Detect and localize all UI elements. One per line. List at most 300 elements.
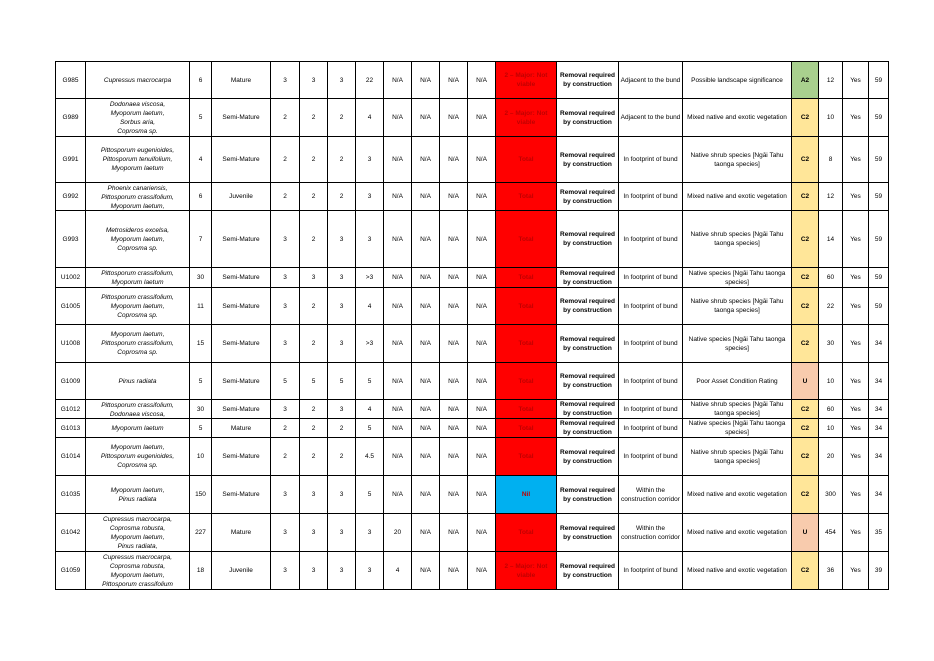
table-row: [56, 400, 889, 419]
tree-id-cell: G985: [56, 62, 86, 99]
impact-cell: Total: [496, 211, 557, 268]
sheet-ref-cell: 34: [869, 419, 889, 438]
count-cell: 30: [190, 268, 212, 288]
na-cell-2: N/A: [412, 62, 440, 99]
rating-3-cell: 3: [328, 476, 356, 514]
reason-cell: Removal required by construction: [557, 438, 619, 476]
condition-rating-cell: C2: [792, 268, 819, 288]
na-cell-4: N/A: [468, 325, 496, 363]
age-class-cell: Mature: [212, 419, 271, 438]
na-cell-3: N/A: [440, 268, 468, 288]
dbh-cell: N/A: [384, 268, 412, 288]
tree-id-cell: G1042: [56, 514, 86, 552]
na-cell-4: N/A: [468, 476, 496, 514]
species-name: Cupressus macrocarpa: [103, 76, 172, 84]
condition-rating-cell: C2: [792, 288, 819, 325]
na-cell-4: N/A: [468, 514, 496, 552]
na-cell-3: N/A: [440, 438, 468, 476]
condition-rating-cell: C2: [792, 476, 819, 514]
value-cell: 12: [819, 183, 843, 211]
count-cell: 150: [190, 476, 212, 514]
species-name: Dodonaea viscosa,: [109, 410, 166, 418]
rating-2-cell: 2: [300, 183, 328, 211]
count-cell: 30: [190, 400, 212, 419]
age-class-cell: Juvenile: [212, 183, 271, 211]
reason-cell: Removal required by construction: [557, 183, 619, 211]
na-cell-4: N/A: [468, 400, 496, 419]
species-name: Phoenix canariensis,: [107, 184, 168, 192]
sheet-ref-cell: 59: [869, 137, 889, 183]
dbh-cell: N/A: [384, 476, 412, 514]
tree-id-cell: G1035: [56, 476, 86, 514]
height-cell: 3: [356, 137, 384, 183]
table-row: [56, 183, 889, 211]
condition-rating-cell: C2: [792, 552, 819, 590]
impact-cell: Total: [496, 419, 557, 438]
value-cell: 10: [819, 419, 843, 438]
sheet-ref-cell: 34: [869, 325, 889, 363]
dbh-cell: N/A: [384, 62, 412, 99]
species-name: Myoporum laetum,: [110, 571, 165, 579]
location-cell: In footprint of bund: [619, 438, 683, 476]
species-name: Pittosporum crassifolium,: [101, 193, 174, 201]
species-name: Pinus radiata,: [117, 542, 158, 550]
count-cell: 5: [190, 363, 212, 400]
na-cell-4: N/A: [468, 552, 496, 590]
sheet-ref-cell: 59: [869, 211, 889, 268]
na-cell-2: N/A: [412, 99, 440, 137]
tree-id-cell: G989: [56, 99, 86, 137]
species-name: Dodonaea viscosa,: [109, 100, 166, 108]
na-cell-3: N/A: [440, 552, 468, 590]
value-cell: 300: [819, 476, 843, 514]
rating-2-cell: 2: [300, 288, 328, 325]
rating-1-cell: 3: [271, 288, 300, 325]
significance-cell: Poor Asset Condition Rating: [683, 363, 792, 400]
species-cell: [86, 325, 190, 363]
na-cell-4: N/A: [468, 183, 496, 211]
value-cell: 454: [819, 514, 843, 552]
species-name: Cupressus macrocarpa,: [103, 515, 172, 523]
dbh-cell: N/A: [384, 211, 412, 268]
rating-3-cell: 2: [328, 99, 356, 137]
reason-cell: Removal required by construction: [557, 400, 619, 419]
species-name: Myoporum laetum: [111, 424, 164, 432]
na-cell-2: N/A: [412, 211, 440, 268]
rating-2-cell: 3: [300, 514, 328, 552]
retain-flag-cell: Yes: [843, 183, 869, 211]
height-cell: 3: [356, 552, 384, 590]
rating-2-cell: 2: [300, 137, 328, 183]
location-cell: In footprint of bund: [619, 400, 683, 419]
rating-1-cell: 3: [271, 325, 300, 363]
na-cell-3: N/A: [440, 419, 468, 438]
table-body: [56, 62, 889, 590]
impact-cell: Total: [496, 183, 557, 211]
dbh-cell: N/A: [384, 99, 412, 137]
sheet-ref-cell: 34: [869, 363, 889, 400]
species-name: Sorbus aria,: [119, 118, 156, 126]
condition-rating-cell: U: [792, 363, 819, 400]
species-name: Pittosporum eugenioides,: [100, 453, 175, 460]
na-cell-2: N/A: [412, 137, 440, 183]
value-cell: 10: [819, 99, 843, 137]
species-cell: [86, 62, 190, 99]
value-cell: 30: [819, 325, 843, 363]
tree-id-cell: G991: [56, 137, 86, 183]
retain-flag-cell: Yes: [843, 552, 869, 590]
sheet-ref-cell: 59: [869, 183, 889, 211]
rating-2-cell: 3: [300, 476, 328, 514]
table-row: [56, 137, 889, 183]
height-cell: 5: [356, 476, 384, 514]
value-cell: 36: [819, 552, 843, 590]
species-name: Pittosporum crassifolium,: [101, 269, 174, 277]
na-cell-4: N/A: [468, 62, 496, 99]
location-cell: In footprint of bund: [619, 211, 683, 268]
reason-cell: Removal required by construction: [557, 99, 619, 137]
rating-3-cell: 3: [328, 62, 356, 99]
na-cell-2: N/A: [412, 400, 440, 419]
na-cell-3: N/A: [440, 62, 468, 99]
rating-1-cell: 3: [271, 476, 300, 514]
significance-cell: Mixed native and exotic vegetation: [683, 552, 792, 590]
rating-1-cell: 3: [271, 268, 300, 288]
reason-cell: Removal required by construction: [557, 363, 619, 400]
na-cell-2: N/A: [412, 476, 440, 514]
rating-2-cell: 2: [300, 211, 328, 268]
significance-cell: Mixed native and exotic vegetation: [683, 514, 792, 552]
sheet-ref-cell: 59: [869, 288, 889, 325]
na-cell-4: N/A: [468, 288, 496, 325]
species-cell: [86, 288, 190, 325]
rating-1-cell: 5: [271, 363, 300, 400]
height-cell: 5: [356, 419, 384, 438]
na-cell-4: N/A: [468, 211, 496, 268]
height-cell: >3: [356, 268, 384, 288]
species-name: Coprosma sp.: [117, 349, 158, 356]
age-class-cell: Semi-Mature: [212, 476, 271, 514]
height-cell: 5: [356, 363, 384, 400]
rating-1-cell: 2: [271, 99, 300, 137]
sheet-ref-cell: 34: [869, 438, 889, 476]
height-cell: 4: [356, 99, 384, 137]
dbh-cell: N/A: [384, 288, 412, 325]
tree-id-cell: G1014: [56, 438, 86, 476]
dbh-cell: N/A: [384, 183, 412, 211]
value-cell: 20: [819, 438, 843, 476]
na-cell-4: N/A: [468, 137, 496, 183]
na-cell-2: N/A: [412, 183, 440, 211]
dbh-cell: 20: [384, 514, 412, 552]
impact-cell: Total: [496, 268, 557, 288]
significance-cell: Native shrub species [Ngāi Tahu taonga species]: [683, 438, 792, 476]
table-row: [56, 363, 889, 400]
age-class-cell: Semi-Mature: [212, 363, 271, 400]
rating-1-cell: 2: [271, 137, 300, 183]
rating-3-cell: 3: [328, 211, 356, 268]
na-cell-2: N/A: [412, 552, 440, 590]
count-cell: 15: [190, 325, 212, 363]
sheet-ref-cell: 39: [869, 552, 889, 590]
species-name: Myoporum laetum,: [110, 235, 165, 243]
height-cell: 22: [356, 62, 384, 99]
na-cell-3: N/A: [440, 288, 468, 325]
table-row: [56, 62, 889, 99]
condition-rating-cell: C2: [792, 419, 819, 438]
significance-cell: Mixed native and exotic vegetation: [683, 99, 792, 137]
height-cell: 4: [356, 288, 384, 325]
impact-cell: Total: [496, 288, 557, 325]
sheet-ref-cell: 35: [869, 514, 889, 552]
height-cell: 4.5: [356, 438, 384, 476]
impact-cell: Total: [496, 325, 557, 363]
rating-2-cell: 2: [300, 419, 328, 438]
age-class-cell: Semi-Mature: [212, 211, 271, 268]
height-cell: 3: [356, 211, 384, 268]
rating-1-cell: 2: [271, 419, 300, 438]
species-cell: [86, 400, 190, 419]
species-name: Myoporum laetum,: [110, 302, 165, 310]
age-class-cell: Semi-Mature: [212, 400, 271, 419]
reason-cell: Removal required by construction: [557, 62, 619, 99]
impact-cell: Total: [496, 514, 557, 552]
dbh-cell: N/A: [384, 363, 412, 400]
species-cell: [86, 99, 190, 137]
significance-cell: Native shrub species [Ngāi Tahu taonga species]: [683, 137, 792, 183]
condition-rating-cell: A2: [792, 62, 819, 99]
location-cell: In footprint of bund: [619, 325, 683, 363]
rating-3-cell: 2: [328, 183, 356, 211]
species-name: Pinus radiata: [118, 495, 157, 503]
condition-rating-cell: C2: [792, 325, 819, 363]
na-cell-3: N/A: [440, 514, 468, 552]
species-name: Myoporum laetum,: [110, 444, 165, 451]
significance-cell: Native shrub species [Ngāi Tahu taonga species]: [683, 211, 792, 268]
rating-2-cell: 2: [300, 325, 328, 363]
na-cell-3: N/A: [440, 211, 468, 268]
species-name: Coprosma sp.: [117, 127, 158, 135]
species-name: Coprosma sp.: [117, 311, 158, 319]
value-cell: 60: [819, 268, 843, 288]
count-cell: 18: [190, 552, 212, 590]
location-cell: In footprint of bund: [619, 552, 683, 590]
significance-cell: Native shrub species [Ngāi Tahu taonga species]: [683, 400, 792, 419]
species-name: Myoporum laetum,: [110, 486, 165, 494]
tree-id-cell: G993: [56, 211, 86, 268]
sheet-ref-cell: 34: [869, 476, 889, 514]
condition-rating-cell: C2: [792, 99, 819, 137]
impact-cell: Total: [496, 137, 557, 183]
table-row: [56, 514, 889, 552]
reason-cell: Removal required by construction: [557, 325, 619, 363]
table-row: [56, 438, 889, 476]
value-cell: 22: [819, 288, 843, 325]
retain-flag-cell: Yes: [843, 400, 869, 419]
species-name: Pittosporum crassifolium,: [101, 401, 174, 409]
impact-cell: Nil: [496, 476, 557, 514]
retain-flag-cell: Yes: [843, 514, 869, 552]
species-name: Coprosma robusta,: [109, 562, 166, 570]
species-name: Pittosporum crassifolium,: [101, 293, 174, 301]
reason-cell: Removal required by construction: [557, 211, 619, 268]
tree-assessment-table: [55, 61, 889, 590]
location-cell: Adjacent to the bund: [619, 62, 683, 99]
retain-flag-cell: Yes: [843, 419, 869, 438]
rating-1-cell: 2: [271, 438, 300, 476]
rating-3-cell: 2: [328, 137, 356, 183]
age-class-cell: Mature: [212, 514, 271, 552]
species-name: Myoporum laetum,: [110, 331, 165, 338]
reason-cell: Removal required by construction: [557, 137, 619, 183]
rating-1-cell: 3: [271, 400, 300, 419]
species-name: Myoporum laetum,: [110, 533, 165, 541]
tree-id-cell: U1008: [56, 325, 86, 363]
species-cell: [86, 137, 190, 183]
count-cell: 6: [190, 183, 212, 211]
impact-cell: 2 – Major: Not viable: [496, 552, 557, 590]
sheet-ref-cell: 59: [869, 268, 889, 288]
na-cell-3: N/A: [440, 400, 468, 419]
tree-id-cell: U1002: [56, 268, 86, 288]
species-cell: [86, 363, 190, 400]
table-row: [56, 325, 889, 363]
location-cell: Within the construction corridor: [619, 476, 683, 514]
age-class-cell: Mature: [212, 62, 271, 99]
significance-cell: Native species [Ngāi Tahu taonga species]: [683, 268, 792, 288]
count-cell: 7: [190, 211, 212, 268]
location-cell: In footprint of bund: [619, 419, 683, 438]
retain-flag-cell: Yes: [843, 288, 869, 325]
rating-2-cell: 5: [300, 363, 328, 400]
height-cell: 3: [356, 183, 384, 211]
rating-3-cell: 2: [328, 419, 356, 438]
tree-id-cell: G1005: [56, 288, 86, 325]
condition-rating-cell: C2: [792, 137, 819, 183]
condition-rating-cell: C2: [792, 438, 819, 476]
rating-3-cell: 3: [328, 514, 356, 552]
rating-3-cell: 3: [328, 268, 356, 288]
na-cell-3: N/A: [440, 99, 468, 137]
na-cell-4: N/A: [468, 363, 496, 400]
table-row: [56, 419, 889, 438]
count-cell: 6: [190, 62, 212, 99]
condition-rating-cell: U: [792, 514, 819, 552]
impact-cell: Total: [496, 438, 557, 476]
species-name: Pinus radiata: [118, 377, 157, 385]
location-cell: In footprint of bund: [619, 137, 683, 183]
na-cell-3: N/A: [440, 476, 468, 514]
significance-cell: Native species [Ngāi Tahu taonga species]: [683, 325, 792, 363]
species-name: Myoporum laetum,: [110, 109, 165, 117]
retain-flag-cell: Yes: [843, 363, 869, 400]
rating-3-cell: 3: [328, 288, 356, 325]
dbh-cell: N/A: [384, 325, 412, 363]
species-name: Pittosporum crassifolium: [102, 580, 173, 588]
species-name: Myoporum laetum: [111, 278, 164, 286]
retain-flag-cell: Yes: [843, 325, 869, 363]
rating-3-cell: 3: [328, 325, 356, 363]
na-cell-2: N/A: [412, 363, 440, 400]
na-cell-3: N/A: [440, 363, 468, 400]
impact-cell: Total: [496, 363, 557, 400]
na-cell-4: N/A: [468, 268, 496, 288]
na-cell-3: N/A: [440, 325, 468, 363]
species-cell: [86, 268, 190, 288]
height-cell: 4: [356, 400, 384, 419]
sheet-ref-cell: 59: [869, 62, 889, 99]
significance-cell: Native species [Ngāi Tahu taonga species]: [683, 419, 792, 438]
species-cell: [86, 183, 190, 211]
rating-2-cell: 3: [300, 552, 328, 590]
location-cell: In footprint of bund: [619, 288, 683, 325]
species-name: Pittosporum crassifolium,: [101, 340, 174, 347]
retain-flag-cell: Yes: [843, 137, 869, 183]
location-cell: Adjacent to the bund: [619, 99, 683, 137]
na-cell-4: N/A: [468, 99, 496, 137]
na-cell-3: N/A: [440, 183, 468, 211]
rating-1-cell: 3: [271, 211, 300, 268]
location-cell: Within the construction corridor: [619, 514, 683, 552]
condition-rating-cell: C2: [792, 183, 819, 211]
reason-cell: Removal required by construction: [557, 268, 619, 288]
sheet-ref-cell: 59: [869, 99, 889, 137]
table-row: [56, 552, 889, 590]
retain-flag-cell: Yes: [843, 476, 869, 514]
dbh-cell: N/A: [384, 400, 412, 419]
tree-id-cell: G1012: [56, 400, 86, 419]
count-cell: 5: [190, 99, 212, 137]
rating-2-cell: 2: [300, 438, 328, 476]
count-cell: 4: [190, 137, 212, 183]
impact-cell: Total: [496, 400, 557, 419]
age-class-cell: Semi-Mature: [212, 137, 271, 183]
species-name: Pittosporum tenuifolium,: [102, 156, 173, 163]
value-cell: 14: [819, 211, 843, 268]
age-class-cell: Semi-Mature: [212, 325, 271, 363]
reason-cell: Removal required by construction: [557, 288, 619, 325]
species-name: Pittosporum eugenioides,: [100, 147, 175, 154]
rating-2-cell: 2: [300, 99, 328, 137]
reason-cell: Removal required by construction: [557, 476, 619, 514]
value-cell: 60: [819, 400, 843, 419]
age-class-cell: Juvenile: [212, 552, 271, 590]
na-cell-3: N/A: [440, 137, 468, 183]
species-name: Myoporum laetum: [111, 165, 164, 172]
significance-cell: Possible landscape significance: [683, 62, 792, 99]
dbh-cell: 4: [384, 552, 412, 590]
impact-cell: 2 – Major: Not viable: [496, 99, 557, 137]
height-cell: 3: [356, 514, 384, 552]
value-cell: 10: [819, 363, 843, 400]
reason-cell: Removal required by construction: [557, 419, 619, 438]
rating-3-cell: 5: [328, 363, 356, 400]
tree-id-cell: G1059: [56, 552, 86, 590]
species-name: Myoporum laetum,: [110, 202, 165, 210]
table-row: [56, 99, 889, 137]
retain-flag-cell: Yes: [843, 268, 869, 288]
retain-flag-cell: Yes: [843, 99, 869, 137]
rating-3-cell: 2: [328, 438, 356, 476]
impact-cell: 2 – Major: Not viable: [496, 62, 557, 99]
species-name: Coprosma robusta,: [109, 524, 166, 532]
species-cell: [86, 438, 190, 476]
significance-cell: Mixed native and exotic vegetation: [683, 476, 792, 514]
species-name: Cupressus macrocarpa,: [103, 553, 172, 561]
na-cell-2: N/A: [412, 325, 440, 363]
tree-id-cell: G992: [56, 183, 86, 211]
retain-flag-cell: Yes: [843, 62, 869, 99]
